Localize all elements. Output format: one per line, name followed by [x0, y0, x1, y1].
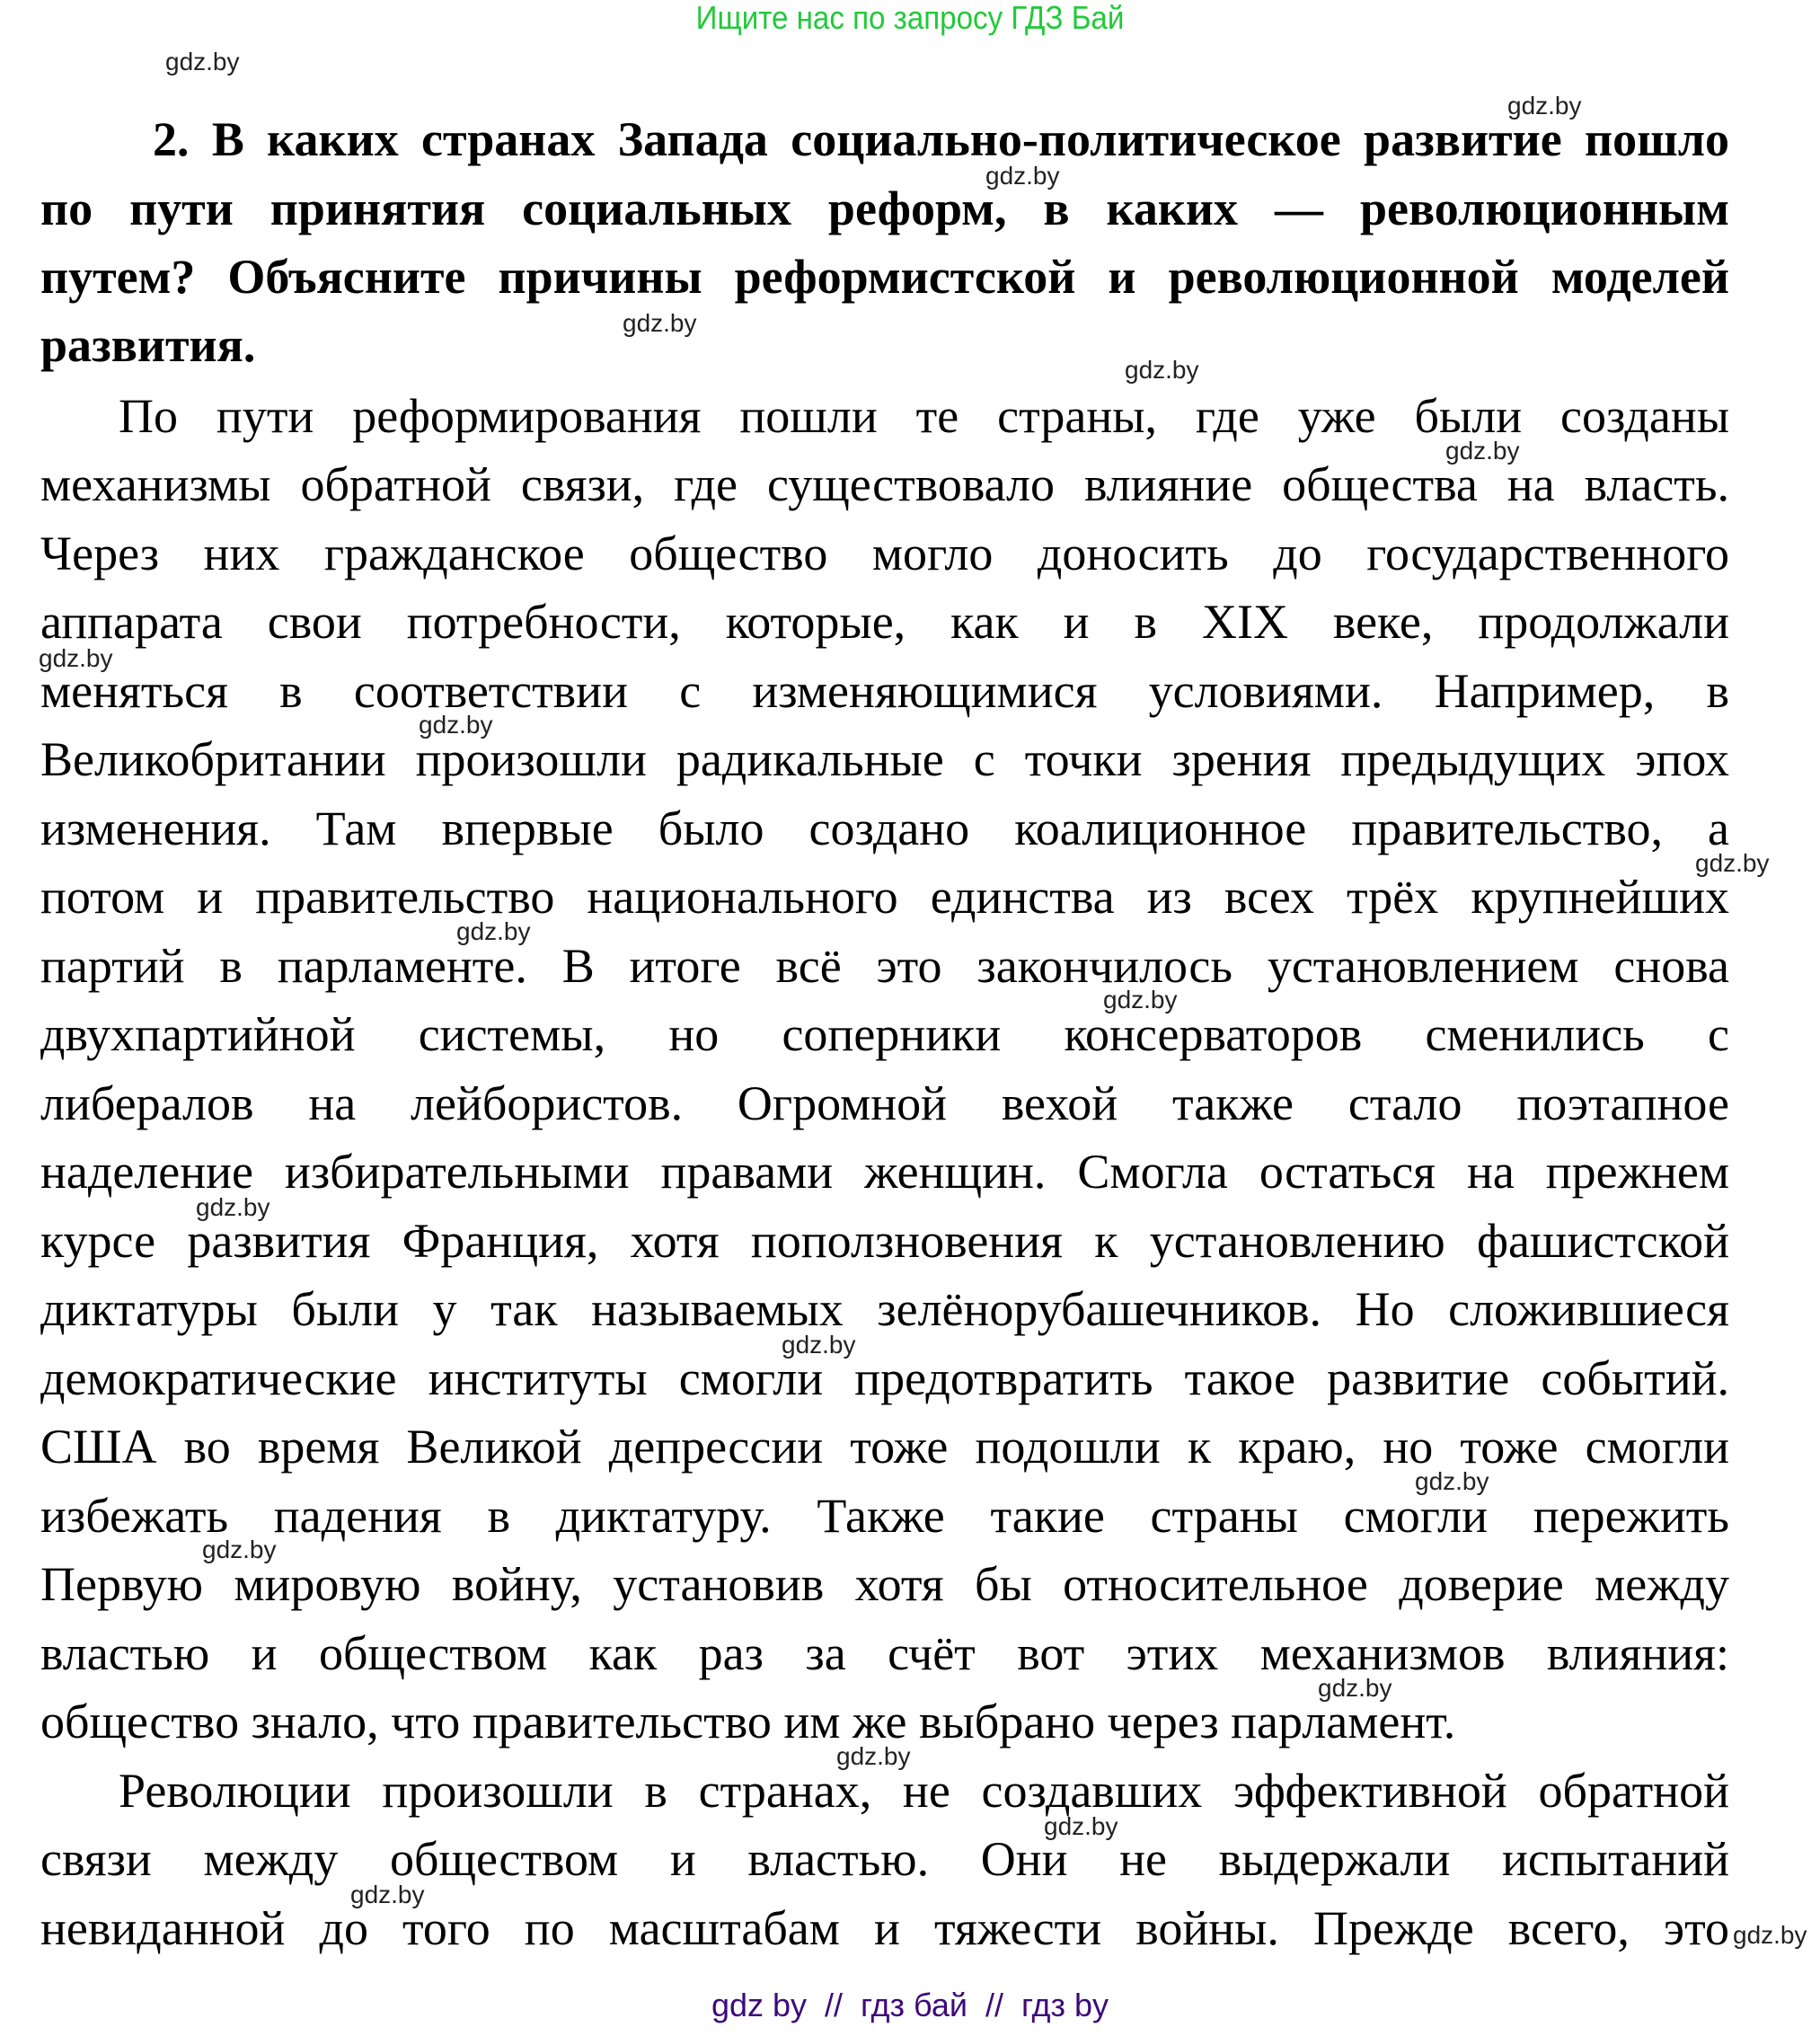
text-line: аппарата свои потребности, которые, как и в XIX веке, продолжали	[40, 595, 1729, 649]
watermark: gdz.by	[1125, 356, 1199, 384]
text-line: либералов на лейбористов. Огромной вехой также стало поэтапное	[40, 1076, 1729, 1130]
watermark: gdz.by	[1318, 1674, 1392, 1702]
text-line: Через них гражданское общество могло доносить до государственного	[40, 527, 1729, 580]
watermark: gdz.by	[1695, 849, 1770, 877]
watermark: gdz.by	[165, 48, 240, 75]
watermark: gdz.by	[836, 1742, 911, 1770]
watermark: gdz.by	[202, 1536, 277, 1563]
text-line: механизмы обратной связи, где существовало влияние общества на власть.	[40, 457, 1729, 511]
text-line: избежать падения в диктатуру. Также такие страны смогли пережить	[40, 1489, 1729, 1543]
text-line: Революции произошли в странах, не создавших эффективной обратной	[119, 1764, 1729, 1818]
text-line: связи между обществом и властью. Они не выдержали испытаний	[40, 1832, 1729, 1886]
watermark: gdz.by	[350, 1881, 425, 1908]
watermark: gdz.by	[196, 1193, 270, 1221]
text-line: наделение избирательными правами женщин. Смогла остаться на прежнем	[40, 1145, 1729, 1199]
watermark: gdz.by	[1445, 437, 1520, 465]
text-line: США во время Великой депрессии тоже подошли к краю, но тоже смогли	[40, 1420, 1729, 1474]
text-line: По пути реформирования пошли те страны, где уже были созданы	[119, 389, 1729, 443]
text-line: общество знало, что правительство им же выбрано через парламент.	[40, 1695, 1456, 1748]
watermark: gdz.by	[456, 917, 531, 945]
question-line: путем? Объясните причины реформистской и революционной моделей	[40, 250, 1729, 304]
text-line: потом и правительство национального единства из всех трёх крупнейших	[40, 870, 1729, 924]
watermark: gdz.by	[419, 711, 493, 739]
search-banner: Ищите нас по запросу ГДЗ Бай	[695, 0, 1125, 36]
watermark: gdz.by	[782, 1331, 856, 1359]
text-line: изменения. Там впервые было создано коалиционное правительство, а	[40, 801, 1729, 855]
watermark: gdz.by	[623, 309, 697, 337]
watermark: gdz.by	[1103, 986, 1178, 1014]
text-line: двухпартийной системы, но соперники консерваторов сменились с	[40, 1007, 1729, 1061]
watermark: gdz.by	[1507, 92, 1582, 120]
watermark: gdz.by	[985, 162, 1060, 190]
text-line: диктатуры были у так называемых зелёнорубашечников. Но сложившиеся	[40, 1282, 1729, 1336]
text-line: меняться в соответствии с изменяющимися условиями. Например, в	[40, 664, 1729, 718]
watermark: gdz.by	[39, 644, 113, 672]
footer-brand: gdz by // гдз бай // гдз by	[711, 1987, 1109, 2023]
text-line: партий в парламенте. В итоге всё это закончилось установлением снова	[40, 939, 1729, 993]
question-line: по пути принятия социальных реформ, в каких — революционным	[40, 181, 1729, 235]
watermark: gdz.by	[1733, 1921, 1807, 1949]
question-line: развития.	[40, 318, 256, 372]
question-line: 2. В каких странах Запада социально-политическое развитие пошло	[153, 112, 1729, 166]
text-line: курсе развития Франция, хотя поползновения к установлению фашистской	[40, 1214, 1729, 1268]
text-line: демократические институты смогли предотвратить такое развитие событий.	[40, 1351, 1729, 1405]
text-line: невиданной до того по масштабам и тяжести войны. Прежде всего, это	[40, 1901, 1729, 1955]
text-line: Первую мировую войну, установив хотя бы относительное доверие между	[40, 1557, 1729, 1611]
text-line: властью и обществом как раз за счёт вот этих механизмов влияния:	[40, 1626, 1729, 1680]
watermark: gdz.by	[1415, 1467, 1489, 1495]
text-line: Великобритании произошли радикальные с точки зрения предыдущих эпох	[40, 732, 1729, 786]
watermark: gdz.by	[1044, 1812, 1118, 1840]
